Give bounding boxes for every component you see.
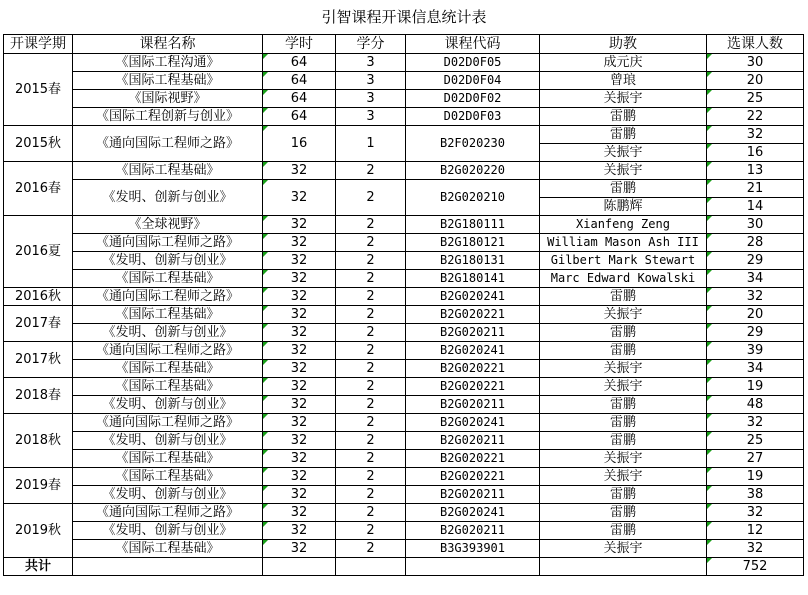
course-code-cell[interactable]: D02D0F03 xyxy=(406,108,540,126)
assistant-cell[interactable]: Gilbert Mark Stewart xyxy=(540,252,707,270)
hours-cell[interactable]: 32 xyxy=(263,468,336,486)
course-name-cell[interactable]: 《国际工程基础》 xyxy=(73,378,263,396)
header-assistant[interactable]: 助教 xyxy=(540,35,707,54)
hours-cell[interactable]: 32 xyxy=(263,432,336,450)
assistant-cell[interactable]: 关振宇 xyxy=(540,162,707,180)
assistant-cell[interactable]: 雷鹏 xyxy=(540,432,707,450)
enrollment-cell[interactable]: 16 xyxy=(707,144,804,162)
course-name-cell[interactable]: 《通向国际工程师之路》 xyxy=(73,342,263,360)
course-code-cell[interactable]: B2G020221 xyxy=(406,360,540,378)
course-code-cell[interactable]: B2G020221 xyxy=(406,306,540,324)
header-course-name[interactable]: 课程名称 xyxy=(73,35,263,54)
credits-cell[interactable]: 1 xyxy=(336,126,406,162)
credits-cell[interactable]: 2 xyxy=(336,288,406,306)
assistant-cell[interactable]: 关振宇 xyxy=(540,144,707,162)
term-cell[interactable]: 2016秋 xyxy=(4,288,73,306)
hours-cell[interactable]: 64 xyxy=(263,72,336,90)
table-row xyxy=(4,126,804,144)
assistant-cell[interactable]: 雷鹏 xyxy=(540,180,707,198)
course-code-cell[interactable]: B2F020230 xyxy=(406,126,540,162)
course-code-cell[interactable]: B2G020241 xyxy=(406,288,540,306)
enrollment-cell[interactable]: 19 xyxy=(707,378,804,396)
hours-cell[interactable]: 32 xyxy=(263,162,336,180)
table-row xyxy=(4,396,804,414)
enrollment-cell[interactable]: 39 xyxy=(707,342,804,360)
credits-cell[interactable]: 3 xyxy=(336,108,406,126)
header-row xyxy=(4,35,804,54)
assistant-cell[interactable]: 关振宇 xyxy=(540,450,707,468)
course-name-cell[interactable]: 《国际工程基础》 xyxy=(73,468,263,486)
course-code-cell[interactable]: D02D0F04 xyxy=(406,72,540,90)
table-row xyxy=(4,486,804,504)
assistant-cell[interactable]: 雷鹏 xyxy=(540,288,707,306)
total-row xyxy=(4,558,804,576)
course-code-cell[interactable]: B2G020210 xyxy=(406,180,540,216)
credits-cell[interactable]: 2 xyxy=(336,270,406,288)
course-name-cell[interactable]: 《国际工程基础》 xyxy=(73,162,263,180)
credits-cell[interactable]: 2 xyxy=(336,216,406,234)
credits-cell[interactable]: 2 xyxy=(336,324,406,342)
credits-cell[interactable]: 2 xyxy=(336,180,406,216)
table-row xyxy=(4,450,804,468)
enrollment-cell[interactable]: 27 xyxy=(707,450,804,468)
enrollment-cell[interactable]: 30 xyxy=(707,216,804,234)
course-name-cell[interactable]: 《发明、创新与创业》 xyxy=(73,180,263,216)
enrollment-cell[interactable]: 21 xyxy=(707,180,804,198)
header-term[interactable]: 开课学期 xyxy=(4,35,73,54)
course-name-cell[interactable]: 《通向国际工程师之路》 xyxy=(73,414,263,432)
credits-cell[interactable]: 2 xyxy=(336,522,406,540)
table-row xyxy=(4,360,804,378)
hours-cell[interactable]: 32 xyxy=(263,396,336,414)
course-name-cell[interactable]: 《国际视野》 xyxy=(73,90,263,108)
credits-cell[interactable]: 2 xyxy=(336,234,406,252)
course-stats-table xyxy=(3,34,804,576)
table-row xyxy=(4,522,804,540)
assistant-cell[interactable]: 雷鹏 xyxy=(540,486,707,504)
course-name-cell[interactable]: 《通向国际工程师之路》 xyxy=(73,234,263,252)
course-code-cell[interactable]: D02D0F02 xyxy=(406,90,540,108)
enrollment-cell[interactable]: 20 xyxy=(707,306,804,324)
credits-cell[interactable]: 2 xyxy=(336,342,406,360)
enrollment-cell[interactable]: 25 xyxy=(707,432,804,450)
credits-cell[interactable]: 2 xyxy=(336,468,406,486)
credits-cell[interactable]: 2 xyxy=(336,378,406,396)
credits-cell[interactable]: 2 xyxy=(336,540,406,558)
hours-cell[interactable]: 32 xyxy=(263,288,336,306)
enrollment-cell[interactable]: 25 xyxy=(707,90,804,108)
assistant-cell[interactable]: 关振宇 xyxy=(540,540,707,558)
course-code-cell[interactable]: B2G020241 xyxy=(406,504,540,522)
course-code-cell[interactable]: B3G393901 xyxy=(406,540,540,558)
table-row xyxy=(4,234,804,252)
credits-cell[interactable]: 2 xyxy=(336,396,406,414)
course-code-cell[interactable]: B2G020211 xyxy=(406,486,540,504)
hours-cell[interactable]: 32 xyxy=(263,180,336,216)
course-name-cell[interactable]: 《通向国际工程师之路》 xyxy=(73,504,263,522)
enrollment-cell[interactable]: 22 xyxy=(707,108,804,126)
assistant-cell[interactable]: 关振宇 xyxy=(540,468,707,486)
table-row xyxy=(4,72,804,90)
course-code-cell[interactable]: B2G180111 xyxy=(406,216,540,234)
course-name-cell[interactable]: 《发明、创新与创业》 xyxy=(73,432,263,450)
assistant-cell[interactable]: 雷鹏 xyxy=(540,324,707,342)
hours-cell[interactable]: 32 xyxy=(263,216,336,234)
term-cell[interactable]: 2019春 xyxy=(4,468,73,504)
course-name-cell[interactable]: 《国际工程基础》 xyxy=(73,306,263,324)
hours-cell[interactable]: 32 xyxy=(263,504,336,522)
credits-cell[interactable]: 2 xyxy=(336,432,406,450)
course-name-cell[interactable]: 《国际工程基础》 xyxy=(73,72,263,90)
term-cell[interactable]: 2018秋 xyxy=(4,414,73,468)
term-cell[interactable]: 2017春 xyxy=(4,306,73,342)
hours-cell[interactable]: 32 xyxy=(263,252,336,270)
assistant-cell[interactable]: Marc Edward Kowalski xyxy=(540,270,707,288)
assistant-cell[interactable]: 雷鹏 xyxy=(540,414,707,432)
course-code-cell[interactable]: B2G020241 xyxy=(406,414,540,432)
table-row xyxy=(4,180,804,198)
table-row xyxy=(4,540,804,558)
enrollment-cell[interactable]: 13 xyxy=(707,162,804,180)
assistant-cell[interactable]: William Mason Ash III xyxy=(540,234,707,252)
hours-cell[interactable]: 32 xyxy=(263,486,336,504)
enrollment-cell[interactable]: 12 xyxy=(707,522,804,540)
hours-cell[interactable]: 32 xyxy=(263,306,336,324)
course-name-cell[interactable]: 《国际工程基础》 xyxy=(73,540,263,558)
course-name-cell[interactable]: 《国际工程沟通》 xyxy=(73,54,263,72)
assistant-cell[interactable]: Xianfeng Zeng xyxy=(540,216,707,234)
table-row xyxy=(4,342,804,360)
assistant-cell[interactable]: 曾琅 xyxy=(540,72,707,90)
table-row xyxy=(4,270,804,288)
empty-cell[interactable] xyxy=(336,558,406,576)
course-code-cell[interactable]: B2G020220 xyxy=(406,162,540,180)
total-count-cell[interactable]: 752 xyxy=(707,558,804,576)
course-code-cell[interactable]: B2G020211 xyxy=(406,396,540,414)
course-code-cell[interactable]: B2G180141 xyxy=(406,270,540,288)
credits-cell[interactable]: 2 xyxy=(336,162,406,180)
table-row xyxy=(4,378,804,396)
course-name-cell[interactable]: 《通向国际工程师之路》 xyxy=(73,126,263,162)
table-row xyxy=(4,54,804,72)
assistant-cell[interactable]: 陈鹏辉 xyxy=(540,198,707,216)
term-cell[interactable]: 2015秋 xyxy=(4,126,73,162)
enrollment-cell[interactable]: 38 xyxy=(707,486,804,504)
hours-cell[interactable]: 32 xyxy=(263,270,336,288)
course-code-cell[interactable]: B2G020241 xyxy=(406,342,540,360)
table-row xyxy=(4,216,804,234)
term-cell[interactable]: 2017秋 xyxy=(4,342,73,378)
course-code-cell[interactable]: B2G020211 xyxy=(406,324,540,342)
credits-cell[interactable]: 2 xyxy=(336,360,406,378)
assistant-cell[interactable]: 雷鹏 xyxy=(540,342,707,360)
enrollment-cell[interactable]: 48 xyxy=(707,396,804,414)
table-row xyxy=(4,468,804,486)
table-row xyxy=(4,108,804,126)
enrollment-cell[interactable]: 32 xyxy=(707,414,804,432)
enrollment-cell[interactable]: 19 xyxy=(707,468,804,486)
course-name-cell[interactable]: 《国际工程基础》 xyxy=(73,360,263,378)
hours-cell[interactable]: 64 xyxy=(263,108,336,126)
course-code-cell[interactable]: B2G180121 xyxy=(406,234,540,252)
sheet-title: 引智课程开课信息统计表 xyxy=(321,8,487,26)
course-name-cell[interactable]: 《国际工程基础》 xyxy=(73,450,263,468)
enrollment-cell[interactable]: 34 xyxy=(707,270,804,288)
hours-cell[interactable]: 32 xyxy=(263,414,336,432)
table-row xyxy=(4,432,804,450)
enrollment-cell[interactable]: 29 xyxy=(707,324,804,342)
total-label-cell[interactable]: 共计 xyxy=(4,558,73,576)
table-row xyxy=(4,324,804,342)
course-code-cell[interactable]: B2G020211 xyxy=(406,432,540,450)
enrollment-cell[interactable]: 28 xyxy=(707,234,804,252)
course-name-cell[interactable]: 《发明、创新与创业》 xyxy=(73,324,263,342)
empty-cell[interactable] xyxy=(263,558,336,576)
course-code-cell[interactable]: D02D0F05 xyxy=(406,54,540,72)
hours-cell[interactable]: 32 xyxy=(263,234,336,252)
assistant-cell[interactable]: 雷鹏 xyxy=(540,396,707,414)
assistant-cell[interactable]: 关振宇 xyxy=(540,306,707,324)
enrollment-cell[interactable]: 32 xyxy=(707,540,804,558)
enrollment-cell[interactable]: 30 xyxy=(707,54,804,72)
course-name-cell[interactable]: 《发明、创新与创业》 xyxy=(73,252,263,270)
credits-cell[interactable]: 2 xyxy=(336,486,406,504)
credits-cell[interactable]: 2 xyxy=(336,450,406,468)
term-cell[interactable]: 2015春 xyxy=(4,54,73,126)
assistant-cell[interactable]: 雷鹏 xyxy=(540,108,707,126)
assistant-cell[interactable]: 雷鹏 xyxy=(540,126,707,144)
credits-cell[interactable]: 2 xyxy=(336,252,406,270)
course-code-cell[interactable]: B2G020221 xyxy=(406,468,540,486)
assistant-cell[interactable]: 关振宇 xyxy=(540,378,707,396)
table-row xyxy=(4,162,804,180)
course-code-cell[interactable]: B2G020221 xyxy=(406,450,540,468)
enrollment-cell[interactable]: 34 xyxy=(707,360,804,378)
term-cell[interactable]: 2016夏 xyxy=(4,216,73,288)
empty-cell[interactable] xyxy=(73,558,263,576)
term-cell[interactable]: 2018春 xyxy=(4,378,73,414)
enrollment-cell[interactable]: 32 xyxy=(707,288,804,306)
header-hours[interactable]: 学时 xyxy=(263,35,336,54)
hours-cell[interactable]: 16 xyxy=(263,126,336,162)
course-code-cell[interactable]: B2G180131 xyxy=(406,252,540,270)
table-row xyxy=(4,414,804,432)
course-name-cell[interactable]: 《发明、创新与创业》 xyxy=(73,486,263,504)
term-cell[interactable]: 2016春 xyxy=(4,162,73,216)
course-name-cell[interactable]: 《国际工程创新与创业》 xyxy=(73,108,263,126)
term-cell[interactable]: 2019秋 xyxy=(4,504,73,558)
hours-cell[interactable]: 32 xyxy=(263,378,336,396)
hours-cell[interactable]: 32 xyxy=(263,450,336,468)
course-name-cell[interactable]: 《通向国际工程师之路》 xyxy=(73,288,263,306)
credits-cell[interactable]: 2 xyxy=(336,504,406,522)
enrollment-cell[interactable]: 32 xyxy=(707,504,804,522)
assistant-cell[interactable]: 关振宇 xyxy=(540,360,707,378)
enrollment-cell[interactable]: 32 xyxy=(707,126,804,144)
header-course-code[interactable]: 课程代码 xyxy=(406,35,540,54)
enrollment-cell[interactable]: 20 xyxy=(707,72,804,90)
course-name-cell[interactable]: 《全球视野》 xyxy=(73,216,263,234)
enrollment-cell[interactable]: 29 xyxy=(707,252,804,270)
hours-cell[interactable]: 64 xyxy=(263,90,336,108)
hours-cell[interactable]: 32 xyxy=(263,342,336,360)
hours-cell[interactable]: 32 xyxy=(263,540,336,558)
table-row xyxy=(4,90,804,108)
credits-cell[interactable]: 3 xyxy=(336,72,406,90)
table-row xyxy=(4,252,804,270)
credits-cell[interactable]: 2 xyxy=(336,306,406,324)
table-row xyxy=(4,504,804,522)
header-credits[interactable]: 学分 xyxy=(336,35,406,54)
credits-cell[interactable]: 3 xyxy=(336,90,406,108)
assistant-cell[interactable]: 关振宇 xyxy=(540,90,707,108)
credits-cell[interactable]: 3 xyxy=(336,54,406,72)
course-code-cell[interactable]: B2G020221 xyxy=(406,378,540,396)
empty-cell[interactable] xyxy=(540,558,707,576)
credits-cell[interactable]: 2 xyxy=(336,414,406,432)
hours-cell[interactable]: 32 xyxy=(263,522,336,540)
course-name-cell[interactable]: 《发明、创新与创业》 xyxy=(73,522,263,540)
course-code-cell[interactable]: B2G020211 xyxy=(406,522,540,540)
enrollment-cell[interactable]: 14 xyxy=(707,198,804,216)
course-name-cell[interactable]: 《发明、创新与创业》 xyxy=(73,396,263,414)
hours-cell[interactable]: 32 xyxy=(263,324,336,342)
assistant-cell[interactable]: 雷鹏 xyxy=(540,522,707,540)
course-name-cell[interactable]: 《国际工程基础》 xyxy=(73,270,263,288)
header-enrollment[interactable]: 选课人数 xyxy=(707,35,804,54)
hours-cell[interactable]: 64 xyxy=(263,54,336,72)
assistant-cell[interactable]: 雷鹏 xyxy=(540,504,707,522)
assistant-cell[interactable]: 成元庆 xyxy=(540,54,707,72)
hours-cell[interactable]: 32 xyxy=(263,360,336,378)
table-row xyxy=(4,306,804,324)
empty-cell[interactable] xyxy=(406,558,540,576)
